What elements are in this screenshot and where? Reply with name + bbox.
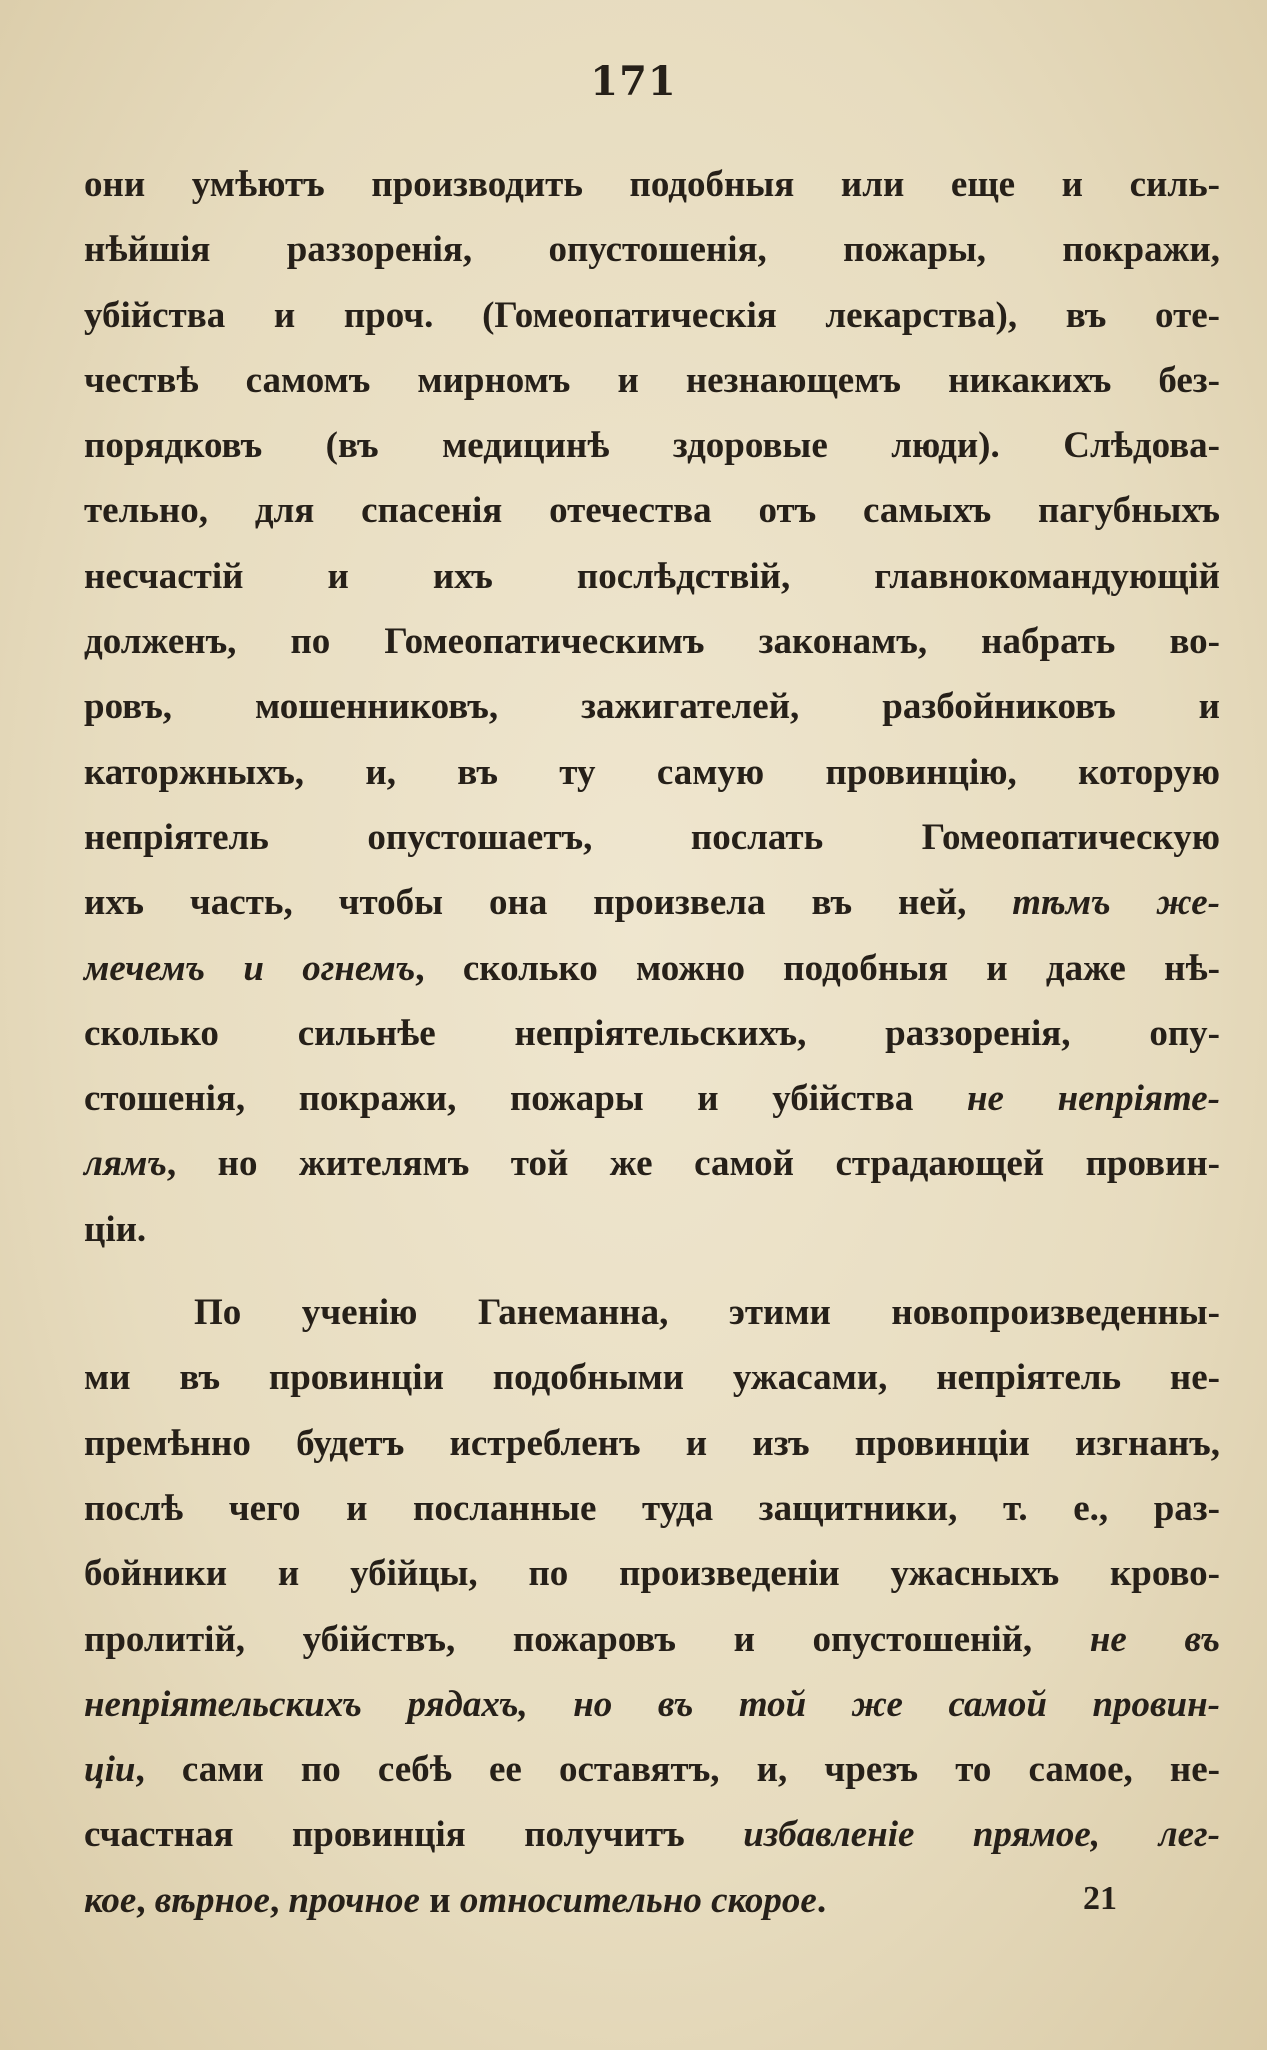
text-line <box>84 1001 1220 1066</box>
text-segment: порядковъ (въ медицинѣ здоровые люди). Слѣдова- <box>84 425 1220 467</box>
text-line <box>84 1131 1220 1196</box>
text-line <box>84 674 1220 739</box>
text-segment: тельно, для спасенія отечества отъ самыхъ пагубныхъ <box>84 490 1220 532</box>
text-line <box>84 544 1220 609</box>
text-line <box>84 1672 1220 1737</box>
text-line <box>84 413 1220 478</box>
text-line <box>84 1345 1220 1410</box>
text-segment: они умѣютъ производить подобныя или еще и силь- <box>84 164 1220 205</box>
italic-text: мечемъ и огнемъ <box>84 947 416 989</box>
text-line <box>84 1411 1220 1476</box>
italic-text: лямъ <box>84 1143 167 1185</box>
text-segment: ровъ, мошенниковъ, зажигателей, разбойниковъ и <box>84 686 1220 728</box>
text-segment: , но жителямъ той же самой страдающей провин- <box>166 1143 1220 1185</box>
text-segment: , сами по себѣ ее оставятъ, и, чрезъ то самое, не- <box>135 1749 1220 1791</box>
paragraph-1 <box>84 152 1220 1262</box>
text-line <box>84 283 1220 348</box>
text-segment: счастная провинція получитъ <box>84 1814 744 1856</box>
text-line <box>84 152 1220 217</box>
text-line <box>84 1607 1220 1672</box>
text-segment: чествѣ самомъ мирномъ и незнающемъ никакихъ без- <box>84 359 1220 401</box>
italic-text: тѣмъ же- <box>1012 882 1220 924</box>
italic-text: избавленіе прямое, лег- <box>743 1814 1220 1856</box>
text-segment: каторжныхъ, и, въ ту самую провинцію, которую <box>84 751 1220 793</box>
italic-text: кое <box>84 1879 137 1921</box>
text-segment: , <box>269 1879 289 1921</box>
text-line <box>84 936 1220 1001</box>
italic-text: прочное <box>288 1879 420 1921</box>
text-segment: несчастій и ихъ послѣдствій, главнокомандующій <box>84 555 1220 597</box>
italic-text: вѣрное <box>154 1879 270 1921</box>
text-segment: непріятель опустошаетъ, послать Гомеопатическую <box>84 816 1220 858</box>
text-segment: послѣ чего и посланные туда защитники, т. е., раз- <box>84 1487 1220 1529</box>
text-line <box>84 348 1220 413</box>
text-line <box>84 478 1220 543</box>
text-line <box>84 1197 1220 1262</box>
italic-text: не непріяте- <box>967 1078 1220 1120</box>
text-line <box>84 1280 1220 1345</box>
text-line <box>84 1476 1220 1541</box>
page-number: 171 <box>590 58 677 105</box>
text-segment: стошенія, покражи, пожары и убійства <box>84 1078 967 1120</box>
text-segment: , <box>136 1879 155 1921</box>
text-segment: премѣнно будетъ истребленъ и изъ провинціи изгнанъ, <box>84 1422 1220 1464</box>
paragraph-2 <box>84 1280 1220 1933</box>
text-segment: и <box>419 1879 460 1921</box>
text-line <box>84 1737 1220 1802</box>
body-text <box>84 152 1220 1933</box>
text-segment: убійства и проч. (Гомеопатическія лекарства), въ оте- <box>84 294 1220 336</box>
text-segment: . <box>816 1879 827 1921</box>
text-segment: ми въ провинціи подобными ужасами, непріятель не- <box>84 1357 1220 1399</box>
text-line <box>84 1066 1220 1131</box>
text-line <box>84 609 1220 674</box>
text-line <box>84 740 1220 805</box>
text-segment: ціи. <box>84 1208 147 1250</box>
italic-text: относительно скорое <box>459 1879 817 1921</box>
text-line <box>84 1802 1220 1867</box>
italic-text: не въ <box>1089 1618 1220 1660</box>
text-segment: ихъ часть, чтобы она произвела въ ней, <box>84 882 1013 924</box>
text-segment: нѣйшія раззоренія, опустошенія, пожары, покражи, <box>84 229 1220 271</box>
text-segment: По ученію Ганеманна, этими новопроизведенны- <box>194 1292 1220 1334</box>
text-segment: сколько сильнѣе непріятельскихъ, раззоренія, опу- <box>84 1012 1220 1054</box>
text-segment: пролитій, убійствъ, пожаровъ и опустошеній, <box>84 1618 1090 1660</box>
text-segment: бойники и убійцы, по произведеніи ужасныхъ крово- <box>84 1553 1220 1595</box>
text-line <box>84 1868 1220 1933</box>
text-line <box>84 870 1220 935</box>
printer-signature-mark: 21 <box>1083 1880 1117 1917</box>
text-line <box>84 217 1220 282</box>
italic-text: непріятельскихъ рядахъ, но въ той же самой провин- <box>84 1683 1220 1725</box>
text-segment: , сколько можно подобныя и даже нѣ- <box>415 947 1220 989</box>
text-segment: долженъ, по Гомеопатическимъ законамъ, набрать во- <box>84 621 1220 663</box>
text-line <box>84 805 1220 870</box>
italic-text: ціи <box>84 1749 136 1791</box>
text-line <box>84 1541 1220 1606</box>
